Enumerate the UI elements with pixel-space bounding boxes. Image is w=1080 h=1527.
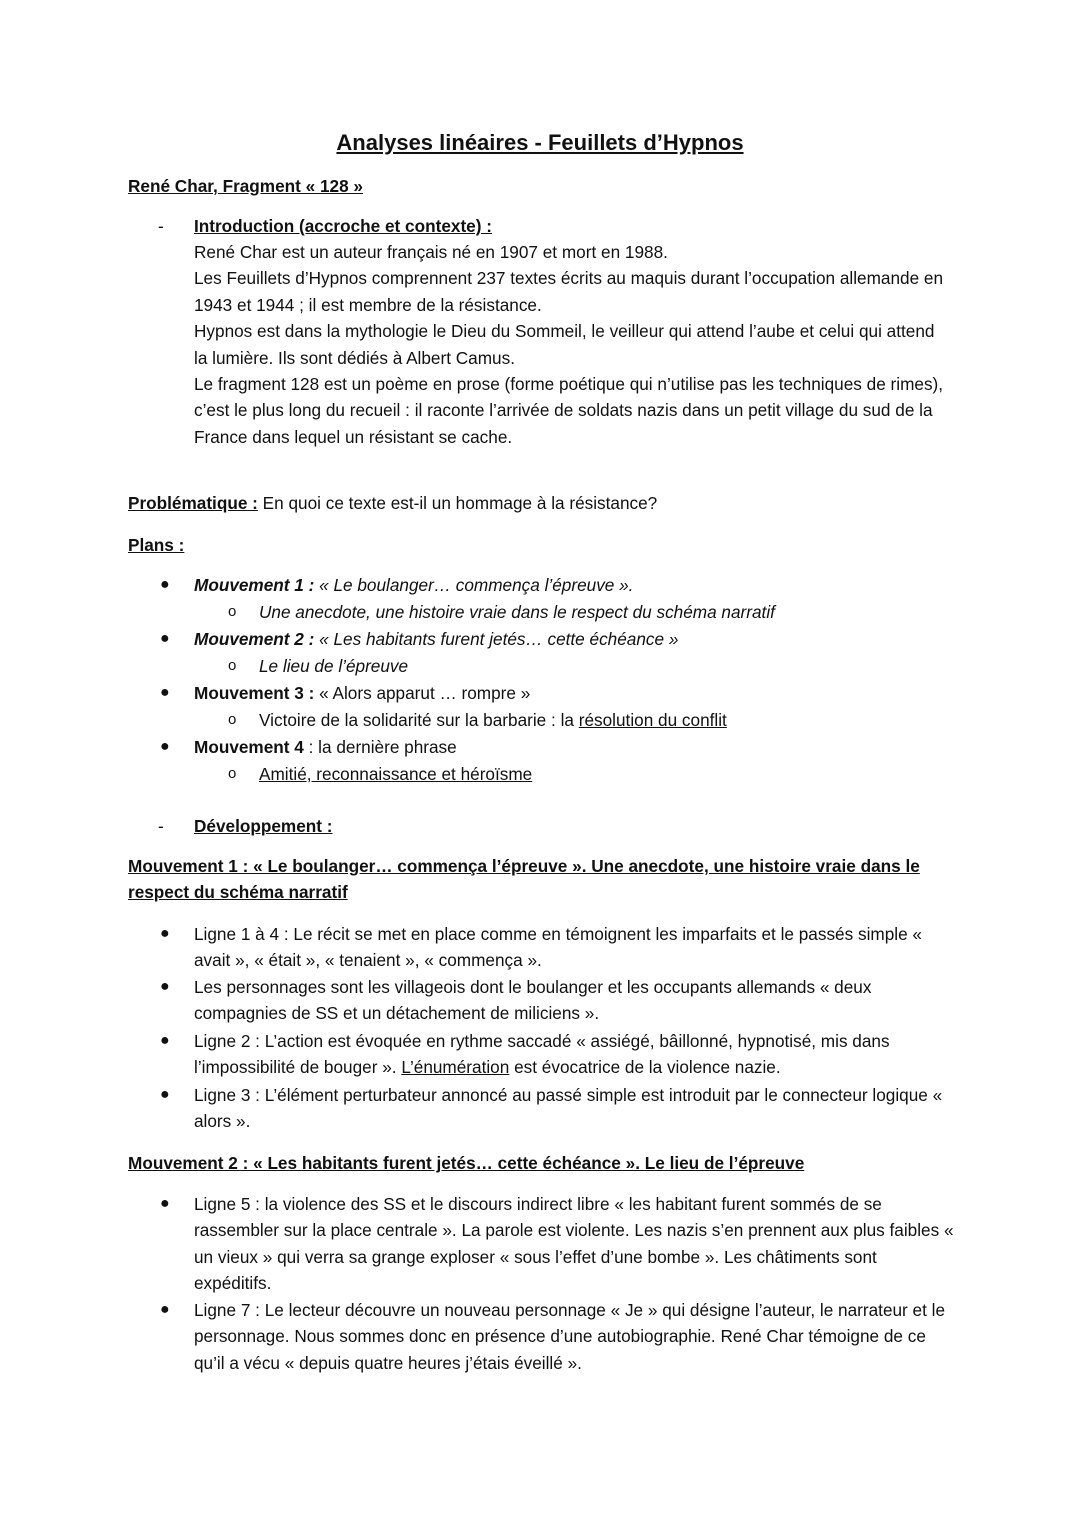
circle-bullet-icon: o — [228, 711, 237, 728]
intro-p3: Hypnos est dans la mythologie le Dieu du Sommeil, le veilleur qui attend l’aube et celui qui attend la lumière. Ils sont dédiés à Albert Camus. — [194, 321, 935, 368]
developpement-heading: Développement : — [194, 816, 333, 836]
intro-heading: Introduction (accroche et contexte) : — [194, 216, 492, 236]
plan-m3-label: Mouvement 3 : — [194, 683, 315, 703]
mv1-b3-underlined: L’énumération — [401, 1057, 510, 1078]
plan-m3-sub — [259, 707, 727, 733]
bullet-icon: ● — [160, 684, 170, 701]
circle-bullet-icon: o — [228, 603, 237, 620]
plan-m3-sub-text: Victoire de la solidarité sur la barbarie : la — [259, 710, 579, 730]
intro-p4: Le fragment 128 est un poème en prose (forme poétique qui n’utilise pas les techniques de rimes), c’est le plus long du recueil : il raconte l’arrivée de soldats nazis dans un petit village du sud de la France dans lequel un résistant se cache. — [194, 374, 944, 447]
plan-m1-sub: Une anecdote, une histoire vraie dans le respect du schéma narratif — [259, 602, 775, 622]
circle-bullet-icon: o — [228, 765, 237, 782]
problematique-text: En quoi ce texte est-il un hommage à la résistance? — [262, 493, 658, 513]
mv1-b3-text: Ligne 2 : L’action est évoquée en rythme saccadé « assiégé, bâillonné, hypnotisé, mis dans l’impossibilité de bouger ». — [194, 1031, 890, 1078]
plans-label: Plans : — [128, 535, 185, 555]
bullet-icon: ● — [160, 1086, 170, 1103]
plan-m1-label: Mouvement 1 : — [194, 575, 315, 595]
mv1-bullet-4: Ligne 3 : L’élément perturbateur annoncé au passé simple est introduit par le connecteur logique « alors ». — [194, 1085, 943, 1132]
bullet-icon: ● — [160, 978, 170, 995]
plan-m3-quote: « Alors apparut … rompre » — [319, 683, 531, 703]
bullet-icon: ● — [160, 1195, 170, 1212]
bullet-icon: ● — [160, 1032, 170, 1049]
intro-p2: Les Feuillets d’Hypnos comprennent 237 textes écrits au maquis durant l’occupation allemande en 1943 et 1944 ; il est membre de la résistance. — [194, 268, 944, 315]
mouvement-2-heading: Mouvement 2 : « Les habitants furent jetés… cette échéance ». Le lieu de l’épreuve — [128, 1153, 805, 1173]
problematique — [128, 490, 657, 516]
document-title: Analyses linéaires - Feuillets d’Hypnos — [336, 130, 744, 155]
mv2-bullet-1: Ligne 5 : la violence des SS et le discours indirect libre « les habitant furent sommés de se rassembler sur la place centrale ». La parole est violente. Les nazis s’en prennent aux plus faibles « un vieux » qui verra sa grange exploser « sous l’effet d’une bombe ». Les châtiments sont expéditifs. — [194, 1194, 954, 1294]
plan-mouvement-2 — [194, 626, 954, 652]
circle-bullet-icon: o — [228, 657, 237, 674]
plan-mouvement-3 — [194, 680, 954, 706]
plan-m2-label: Mouvement 2 : — [194, 629, 315, 649]
plan-m4-rest: : la dernière phrase — [303, 737, 457, 757]
mouvement-1-heading: Mouvement 1 : « Le boulanger… commença l’épreuve ». Une anecdote, une histoire vraie dans le respect du schéma narratif — [128, 856, 920, 903]
plan-m4-sub: Amitié, reconnaissance et héroïsme — [259, 764, 533, 784]
plan-mouvement-1 — [194, 572, 954, 598]
bullet-icon: ● — [160, 738, 170, 755]
mv1-bullet-3 — [194, 1028, 954, 1081]
mv1-bullet-1: Ligne 1 à 4 : Le récit se met en place comme en témoignent les imparfaits et le passés simple « avait », « était », « tenaient », « commença ». — [194, 924, 922, 971]
bullet-icon: ● — [160, 1301, 170, 1318]
mv2-bullet-2: Ligne 7 : Le lecteur découvre un nouveau personnage « Je » qui désigne l’auteur, le narrateur et le personnage. Nous sommes donc en présence d’une autobiographie. René Char témoigne de ce qu’il a vécu « depuis quatre heures j’étais éveillé ». — [194, 1300, 946, 1373]
intro-text — [194, 239, 944, 450]
mv1-b3-text-end: est évocatrice de la violence nazie. — [509, 1057, 781, 1078]
plan-m2-quote: « Les habitants furent jetés… cette échéance » — [319, 629, 679, 649]
bullet-icon: ● — [160, 630, 170, 647]
mv1-bullet-2: Les personnages sont les villageois dont le boulanger et les occupants allemands « deux compagnies de SS et un détachement de miliciens ». — [194, 977, 872, 1024]
plan-mouvement-4 — [194, 734, 954, 760]
bullet-icon: ● — [160, 576, 170, 593]
plan-m3-sub-underlined: résolution du conflit — [578, 710, 727, 730]
plan-m2-sub: Le lieu de l’épreuve — [259, 656, 409, 676]
bullet-icon: ● — [160, 925, 170, 942]
plan-m4-label: Mouvement 4 — [194, 737, 304, 757]
problematique-label: Problématique : — [128, 493, 258, 513]
subtitle: René Char, Fragment « 128 » — [128, 176, 363, 196]
intro-p1: René Char est un auteur français né en 1907 et mort en 1988. — [194, 242, 668, 262]
dash-marker: - — [158, 816, 164, 836]
plan-m1-quote: « Le boulanger… commença l’épreuve ». — [319, 575, 634, 595]
dash-marker: - — [158, 216, 164, 236]
